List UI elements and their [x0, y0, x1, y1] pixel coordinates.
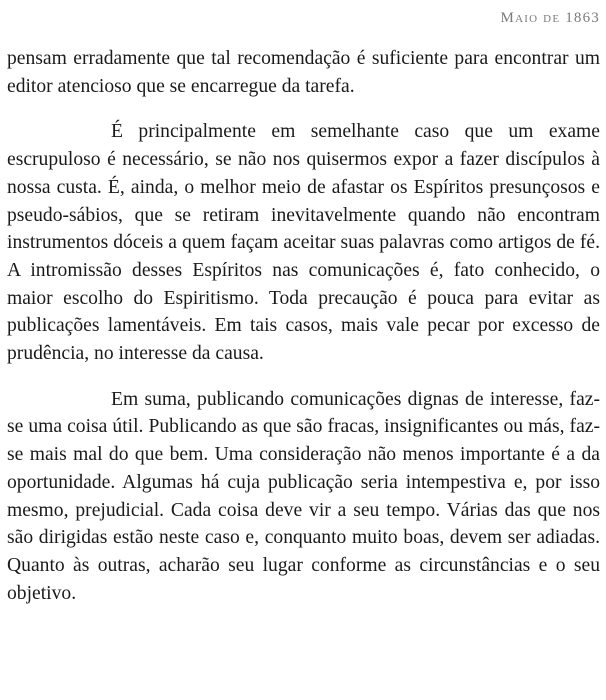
running-header: Maio de 1863	[500, 10, 600, 26]
paragraph: Em suma, publicando comunicações dignas de interesse, faz-se uma coisa útil. Publicando as que são fracas, insignificantes ou más, faz-se mais mal do que bem. Uma consideração não menos importante é a da oportunidade. Algumas há cuja publicação seria intempestiva e, por isso mesmo, prejudicial. Cada coisa deve vir a seu tempo. Várias das que nos são dirigidas estão neste caso e, conquanto muito boas, devem ser adiadas. Quanto às outras, acharão seu lugar conforme as circunstâncias e o seu objetivo.	[7, 388, 600, 604]
paragraph-continuation: pensam erradamente que tal recomendação é suficiente para encontrar um editor atencioso que se encarregue da tarefa.	[7, 48, 600, 97]
document-body	[7, 45, 600, 607]
paragraph: É principalmente em semelhante caso que um exame escrupuloso é necessário, se não nos quisermos expor a fazer discípulos à nossa custa. É, ainda, o melhor meio de afastar os Espíritos presunçosos e pseudo-sábios, que se retiram inevitavelmente quando não encontram instrumentos dóceis a quem façam aceitar suas palavras como artigos de fé. A intromissão desses Espíritos nas comunicações é, fato conhecido, o maior escolho do Espiritismo. Toda precaução é pouca para evitar as publicações lamentáveis. Em tais casos, mais vale pecar por excesso de prudência, no interesse da causa.	[7, 121, 600, 365]
